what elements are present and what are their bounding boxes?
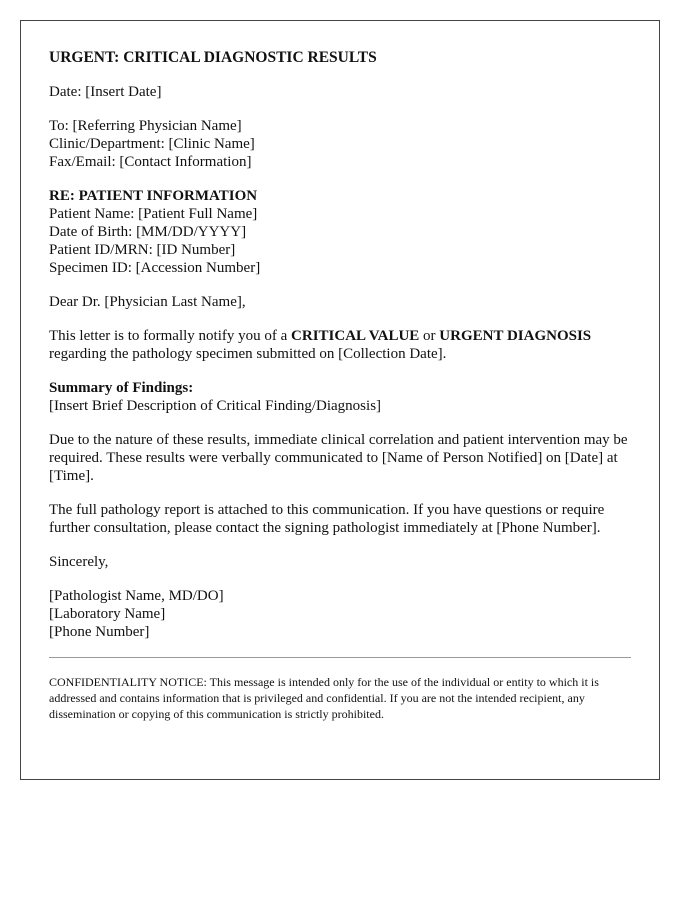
recipient-block <box>49 117 631 171</box>
signature-phone: [Phone Number] <box>49 624 150 640</box>
recipient-contact: Fax/Email: [Contact Information] <box>49 154 252 170</box>
urgent-diagnosis-text: URGENT DIAGNOSIS <box>439 328 592 344</box>
divider <box>49 657 631 658</box>
recipient-to: To: [Referring Physician Name] <box>49 118 242 134</box>
recipient-clinic: Clinic/Department: [Clinic Name] <box>49 136 255 152</box>
summary-block <box>49 379 631 415</box>
letter-page <box>20 20 660 780</box>
report-paragraph: The full pathology report is attached to this communication. If you have questions or require further consultation, please contact the signing pathologist immediately at [Phone Number]. <box>49 502 605 536</box>
summary-title: Summary of Findings: <box>49 380 194 396</box>
critical-value-text: CRITICAL VALUE <box>291 328 420 344</box>
patient-dob: Date of Birth: [MM/DD/YYYY] <box>49 224 247 240</box>
nature-paragraph: Due to the nature of these results, immediate clinical correlation and patient intervention may be required. These results were verbally communicated to [Name of Person Notified] on [Date] at [Time]. <box>49 432 628 484</box>
specimen-id: Specimen ID: [Accession Number] <box>49 260 261 276</box>
salutation: Dear Dr. [Physician Last Name], <box>49 294 246 310</box>
closing: Sincerely, <box>49 554 109 570</box>
summary-text: [Insert Brief Description of Critical Finding/Diagnosis] <box>49 398 382 414</box>
patient-id: Patient ID/MRN: [ID Number] <box>49 242 236 258</box>
confidentiality-notice: CONFIDENTIALITY NOTICE: This message is intended only for the use of the individual or entity to which it is addressed and contains information that is privileged and confidential. If you are not the intended recipient, any dissemination or copying of this communication is strictly prohibited. <box>49 675 599 721</box>
patient-name: Patient Name: [Patient Full Name] <box>49 206 258 222</box>
signature-block <box>49 587 631 641</box>
intro-text-2: or <box>419 328 440 344</box>
date-line: Date: [Insert Date] <box>49 84 162 100</box>
intro-text-1: This letter is to formally notify you of a <box>49 328 292 344</box>
intro-paragraph <box>49 327 631 363</box>
signature-lab: [Laboratory Name] <box>49 606 166 622</box>
intro-text-3: regarding the pathology specimen submitted on [Collection Date]. <box>49 346 447 362</box>
patient-info-block <box>49 187 631 277</box>
signature-name: [Pathologist Name, MD/DO] <box>49 588 224 604</box>
letter-heading: URGENT: CRITICAL DIAGNOSTIC RESULTS <box>49 49 377 66</box>
patient-info-title: RE: PATIENT INFORMATION <box>49 188 258 204</box>
